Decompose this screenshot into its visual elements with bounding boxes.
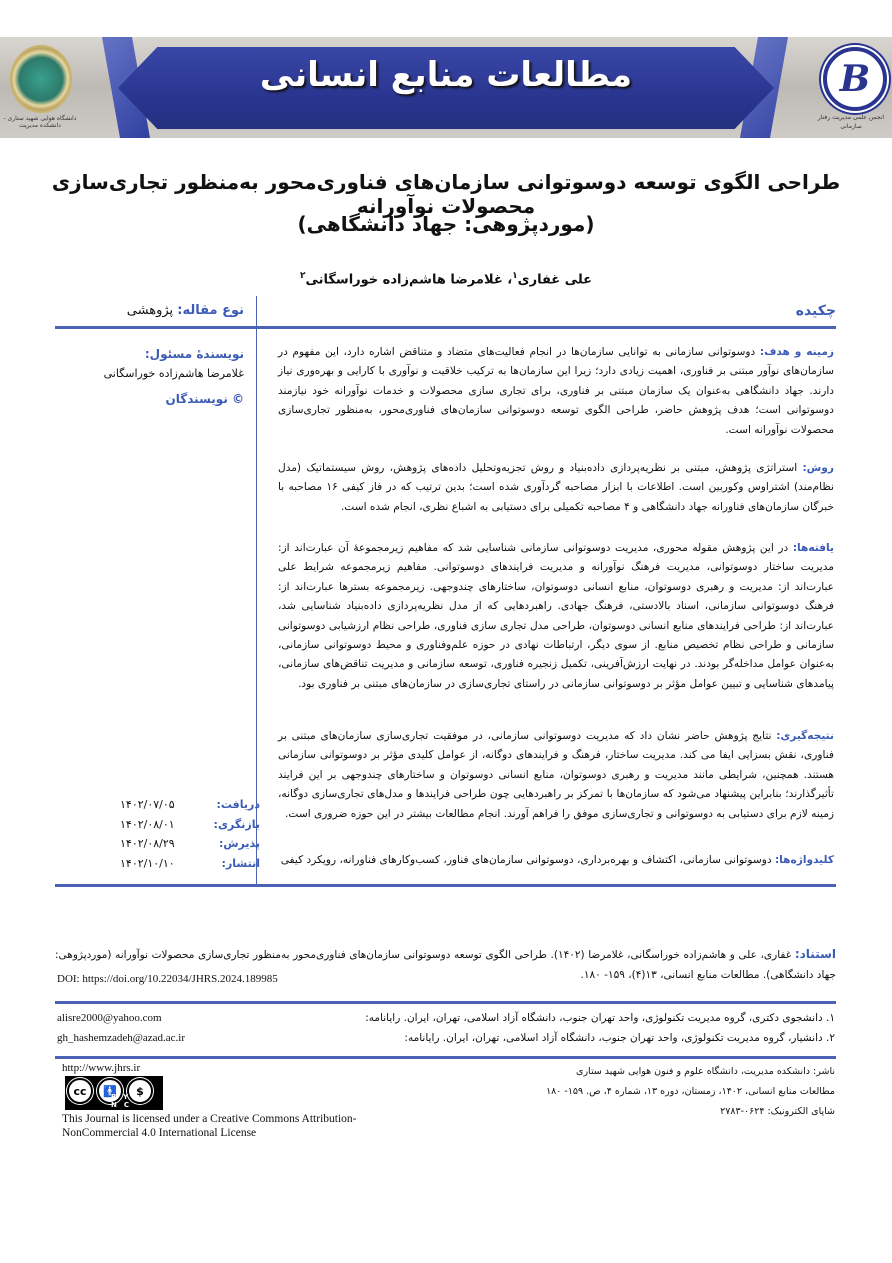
article-title-line2: (موردپژوهی: جهاد دانشگاهی) xyxy=(297,212,595,236)
society-logo-icon: B xyxy=(823,47,887,111)
journal-title: مطالعات منابع انسانی xyxy=(259,55,633,95)
section-text: استراتژی پژوهش، مبتنی بر نظریه‌پردازی داده‌بنیاد و روش تجزیه‌وتحلیل داده‌های پژوهش، روش سیستماتیک (مدل نظام‌مند) اشتراوس وکوربین است. اطلاعات با ابزار مصاحبه گردآوری شده است؛ بدین ترتیب که در فاز کیفی ۱۶ مصاحبه با خبرگان سازمان‌های فناورانه جهاد دانشگاهی و ۴ مصاحبه تکمیلی برای دستیابی به اشباع نظری، انجام شده است. xyxy=(278,462,834,513)
citation-text: غفاری، علی و هاشم‌زاده خوراسگانی، غلامرضا (۱۴۰۲). طراحی الگوی توسعه دوسوتوانی سازمان‌های فناوری‌محور به‌منظور تجاری‌سازی محصولات نوآورانه (موردپژوهی: جهاد دانشگاهی). مطالعات منابع انسانی، ۱۳(۴)، ۱۵۹- ۱۸۰. xyxy=(55,949,836,981)
author1-email[interactable]: alisre2000@yahoo.com xyxy=(57,1012,162,1024)
section-text: در این پژوهش مقوله محوری، مدیریت دوسوتوانی سازمانی شناسایی شد که مفاهیم زیرمجموعهٔ آن عبارت‌اند از: مدیریت ساختار دوسوتوانی، مدیریت فرهنگ نوآورانه و مدیریت فرایندهای دوسوتوانی. مفاهیم زیرمجموعه شرایط علی عبارت‌اند از: مدیریت و رهبری دوسوتوان، منابع انسانی دوسوتوان، ساختارهای چندوجهی. زیرمجموعه بسترها عبارت‌اند از: فرهنگ دوسوتوانی سازمانی، اسناد بالادستی، فرهنگ جهادی. راهبردهایی که از مدل نظریه‌پردازی داده‌بنیاد شناسایی شد، عبارت‌اند از: طراحی فرایندهای منابع انسانی دوسوتوان، طراحی مدل تجاری سازی فناوری، طراحی نظام ارزشیابی دوسوتوانی سازمانی و طراحی نظام تخصیص منابع. از سوی دیگر، ارتباطات نهادی در حوزه علم‌وفناوری و محیط دوسوتوانی سازمانی، به‌عنوان عوامل مداخله‌گر بودند. در نهایت ارزش‌آفرینی، تکمیل زنجیره فناوری، توسعه سازمانی و مدیریت تناقض‌های سازمانی، پیامدهای شناسایی و تبیین عوامل مؤثر بر دوسوتوانی سازمانی در راستای تجاری‌سازی در سازمان‌های مبتنی بر فناوری بود. xyxy=(278,542,834,690)
publisher-info: ناشر: دانشکده مدیریت، دانشگاه علوم و فنون هوایی شهید ستاری xyxy=(576,1066,835,1077)
attribution-person-icon: 🚹 xyxy=(97,1078,123,1104)
journal-url-link[interactable]: http://www.jhrs.ir xyxy=(62,1062,141,1074)
corresponding-author-label: نویسندهٔ مسئول: xyxy=(144,347,244,361)
section-text: نتایج پژوهش حاضر نشان داد که مدیریت دوسوتوانی سازمانی، در موفقیت تجاری‌سازی سازمان‌های مبتنی بر فناوری، نقش بسزایی ایفا می کند. مدیریت ساختار، فرهنگ و فرایندهای دوگانه، از عوامل کلیدی مؤثر بر دوسوتوانی سازمانی هستند. همچنین، شرایطی مانند مدیریت و رهبری دوسوتوان، منابع انسانی دوسوتوان و ساختارهای چندوجهی بر این فرایند تأثیرگذارند؛ بنابراین پیشنهاد می‌شود که سازمان‌ها با تمرکز بر راهبردهایی چون طراحی فرایندها و مدل‌های تجاری‌سازی دوگانه، زمینه لازم برای دستیابی به دوسوتوانی و تجاری‌سازی موفق را فراهم آورند. انجام مطالعات بیشتر در این حوزه ضروری است. xyxy=(278,730,834,820)
date-label: بازنگری: xyxy=(213,817,260,831)
article-type-value: پژوهشی xyxy=(126,303,174,318)
article-type-label: نوع مقاله: xyxy=(177,303,244,318)
abstract-findings xyxy=(278,539,834,694)
by-label: BY xyxy=(111,1093,136,1101)
corresponding-author xyxy=(60,344,244,384)
date-label: پذیرش: xyxy=(218,837,260,851)
society-logo-caption: انجمن علمی مدیریت رفتار سازمانی xyxy=(817,114,885,130)
author-affiliation-mark: ۱ xyxy=(512,271,518,281)
affiliation-2: ۲. دانشیار، گروه مدیریت تکنولوژی، واحد تهران جنوب، دانشگاه آزاد اسلامی، تهران، ایران. رایانامه: xyxy=(404,1032,835,1044)
section-label: یافته‌ها: xyxy=(792,542,835,554)
section-label: زمینه و هدف: xyxy=(759,346,834,358)
keywords-text: دوسوتوانی سازمانی، اکتشاف و بهره‌برداری، دوسوتوانی سازمان‌های فناور، کسب‌وکارهای فناورانه، رویکرد کیفی xyxy=(280,854,772,866)
author-separator: ، xyxy=(502,272,513,288)
date-value: ۱۴۰۲/۱۰/۱۰ xyxy=(120,856,175,870)
section-label: نتیجه‌گیری: xyxy=(776,730,834,742)
issue-info: مطالعات منابع انسانی، ۱۴۰۲، زمستان، دوره ۱۳، شماره ۴، ص. ۱۵۹- ۱۸۰ xyxy=(546,1086,835,1097)
noncommercial-icon: $ xyxy=(127,1078,153,1104)
citation-label: استناد: xyxy=(794,947,837,961)
abstract-background xyxy=(278,343,834,440)
journal-banner xyxy=(0,37,892,138)
cc-icon: cc xyxy=(67,1078,93,1104)
author-list xyxy=(0,271,892,287)
author-affiliation-mark: ۲ xyxy=(299,271,306,281)
article-title-line1: طراحی الگوی توسعه دوسوتوانی سازمان‌های فناوری‌محور به‌منظور تجاری‌سازی محصولات نوآورانه xyxy=(51,170,841,218)
section-divider xyxy=(55,884,836,887)
abstract-conclusion xyxy=(278,727,834,824)
date-value: ۱۴۰۲/۰۷/۰۵ xyxy=(120,798,175,812)
abstract-heading: چکیده xyxy=(795,303,836,319)
abstract-method xyxy=(278,459,834,517)
affiliation-1: ۱. دانشجوی دکتری، گروه مدیریت تکنولوژی، واحد تهران جنوب، دانشگاه آزاد اسلامی، تهران، ایران. رایانامه: xyxy=(365,1012,835,1024)
doi-link[interactable]: DOI: https://doi.org/10.22034/JHRS.2024.189985 xyxy=(57,973,278,985)
date-published xyxy=(115,854,260,874)
cc-by-nc-badge[interactable] xyxy=(65,1076,163,1110)
author-name: غلامرضا هاشم‌زاده خوراسگانی xyxy=(305,272,503,288)
keywords xyxy=(278,854,834,866)
date-revised xyxy=(115,815,260,835)
date-value: ۱۴۰۲/۰۸/۲۹ xyxy=(120,837,175,851)
license-text xyxy=(62,1112,356,1140)
section-divider xyxy=(55,1001,836,1004)
article-dates xyxy=(115,795,260,873)
license-line: This Journal is licensed under a Creative Commons Attribution- xyxy=(62,1113,357,1125)
date-label: دریافت: xyxy=(216,798,260,812)
university-emblem-icon xyxy=(10,45,72,113)
copyright-notice: © نویسندگان xyxy=(165,392,244,406)
author-name: علی غفاری xyxy=(517,272,593,288)
section-divider xyxy=(55,326,836,329)
date-label: انتشار: xyxy=(221,856,260,870)
license-line: NonCommercial 4.0 International License xyxy=(62,1127,257,1139)
section-label: روش: xyxy=(802,462,834,474)
nc-label: NC xyxy=(111,1101,136,1109)
corresponding-author-name: غلامرضا هاشم‌زاده خوراسگانی xyxy=(103,367,244,380)
article-type xyxy=(60,303,244,318)
date-accepted xyxy=(115,834,260,854)
university-logo-caption: دانشگاه هوایی شهید ستاری - دانشکده مدیریت xyxy=(3,115,77,129)
cc-badge-labels xyxy=(111,1093,163,1109)
section-divider xyxy=(55,1056,836,1059)
date-received xyxy=(115,795,260,815)
date-value: ۱۴۰۲/۰۸/۰۱ xyxy=(120,817,175,831)
eissn-info: شاپای الکترونیک: ۰۶۲۴-۲۷۸۳ xyxy=(720,1106,835,1117)
section-text: دوسوتوانی سازمانی به توانایی سازمان‌ها در انجام فعالیت‌های متضاد و متناقض اشاره دارد، این مفهوم در سازمان‌های نوآور مبتنی بر فناوری، اهمیت زیادی دارد؛ زیرا این سازمان‌ها به ترکیب خلاقیت و نوآوری با کارایی و بهره‌وری نیاز دارند. جهاد دانشگاهی به‌عنوان یک سازمان مبتنی بر فناوری، برای تجاری سازی محصولات و خدمات نوآورانه خود نیازمند دوسوتوانی است؛ هدف پژوهش حاضر، طراحی الگوی توسعه دوسوتوانی سازمان‌های فناوری‌محور، به‌منظور تجاری‌سازی محصولات نوآورانه است. xyxy=(278,346,834,436)
author2-email[interactable]: gh_hashemzadeh@azad.ac.ir xyxy=(57,1032,186,1044)
keywords-label: کلیدواژه‌ها: xyxy=(774,854,834,866)
